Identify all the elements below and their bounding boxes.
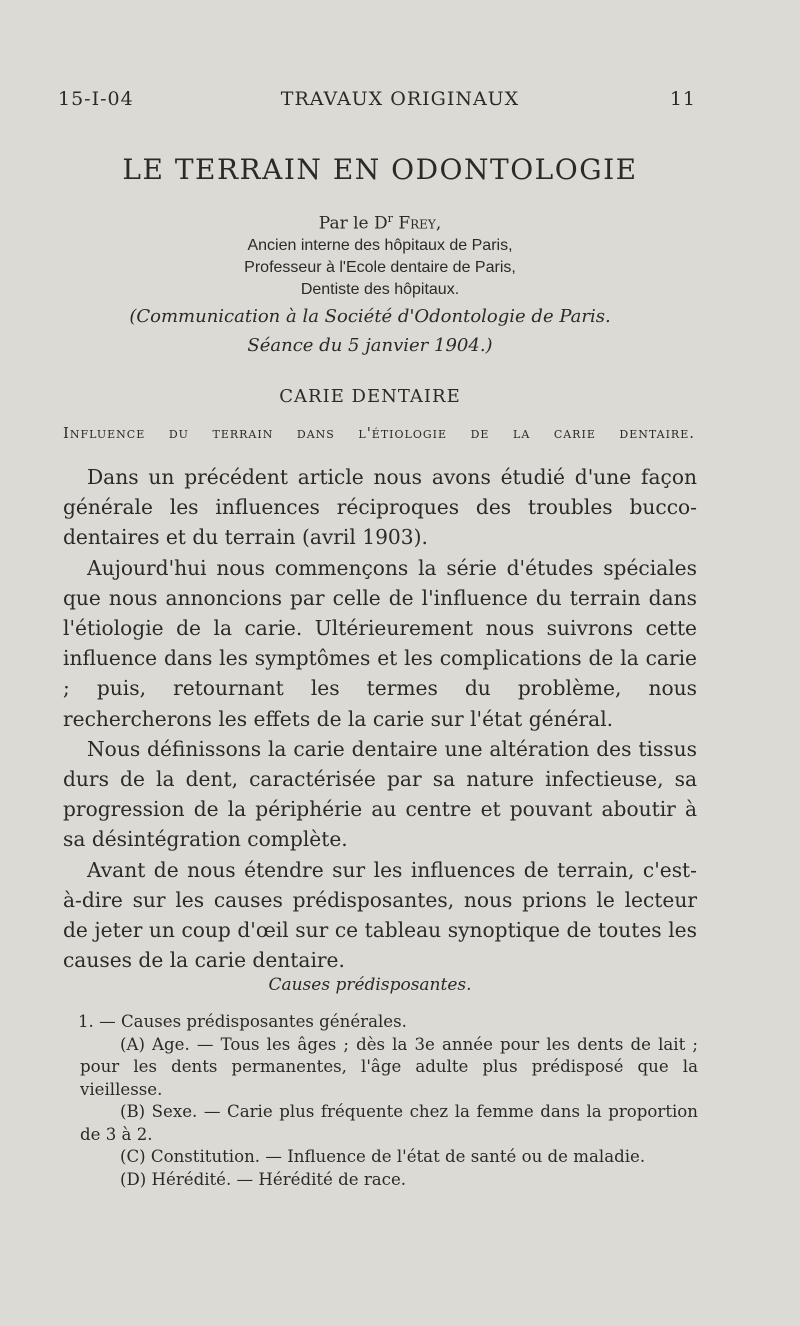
subheading: Influence du terrain dans l'étiologie de la carie dentaire. <box>63 424 695 442</box>
paragraph: Dans un précédent article nous avons étudié d'une façon générale les influences réciproques des troubles bucco-dentaires et du terrain (avril 1903). <box>63 465 697 550</box>
author-credential: Professeur à l'Ecole dentaire de Paris, <box>244 258 516 276</box>
cause-item: (D) Hérédité. — Hérédité de race. <box>120 1169 407 1189</box>
author-credential: Ancien interne des hôpitaux de Paris, <box>247 236 513 254</box>
section-title: CARIE DENTAIRE <box>279 386 461 407</box>
communication-line: Séance du 5 janvier 1904.) <box>247 335 493 356</box>
cause-item: (C) Constitution. — Influence de l'état de santé ou de maladie. <box>120 1147 646 1166</box>
causes-heading: 1. — Causes prédisposantes générales. <box>78 1012 407 1031</box>
article-title: LE TERRAIN EN ODONTOLOGIE <box>122 153 638 186</box>
article-body <box>63 462 697 975</box>
paragraph: Nous définissons la carie dentaire une altération des tissus durs de la dent, caractérisée par sa nature infectieuse, sa progression de la périphérie au centre et pouvant aboutir à sa désintégration complète. <box>63 736 697 852</box>
causes-list <box>80 1011 698 1191</box>
cause-item: (A) Age. — Tous les âges ; dès la 3e année pour les dents de lait ; pour les dents permanentes, l'âge adulte plus prédisposé que la vieillesse. <box>80 1034 698 1099</box>
issue-date: 15-I-04 <box>58 88 134 110</box>
communication-note <box>0 302 740 360</box>
author-block <box>0 208 760 301</box>
paragraph: Avant de nous étendre sur les influences de terrain, c'est-à-dire sur les causes prédisposantes, nous prions le lecteur de jeter un coup d'œil sur ce tableau synoptique de toutes les causes de la carie dentaire. <box>63 857 697 973</box>
page-number: 11 <box>669 88 696 110</box>
cause-item: (B) Sexe. — Carie plus fréquente chez la femme dans la proportion de 3 à 2. <box>80 1102 698 1144</box>
section-header: TRAVAUX ORIGINAUX <box>280 88 520 110</box>
author-byline: Par le $D^r$ Frey, <box>318 212 442 234</box>
running-head <box>0 88 800 118</box>
causes-title: Causes prédisposantes. <box>268 975 472 995</box>
paragraph: Aujourd'hui nous commençons la série d'études spéciales que nous annoncions par celle de l'influence du terrain dans l'étiologie de la carie. Ultérieurement nous suivrons cette influence dans les symptômes et les complications de la carie ; puis, retournant les termes du problème, nous rechercherons les effets de la carie sur l'état général. <box>63 555 697 731</box>
author-credential: Dentiste des hôpitaux. <box>300 280 460 298</box>
author-name: Frey, <box>398 213 442 234</box>
communication-line: (Communication à la Société d'Odontologie de Paris. <box>129 306 611 327</box>
